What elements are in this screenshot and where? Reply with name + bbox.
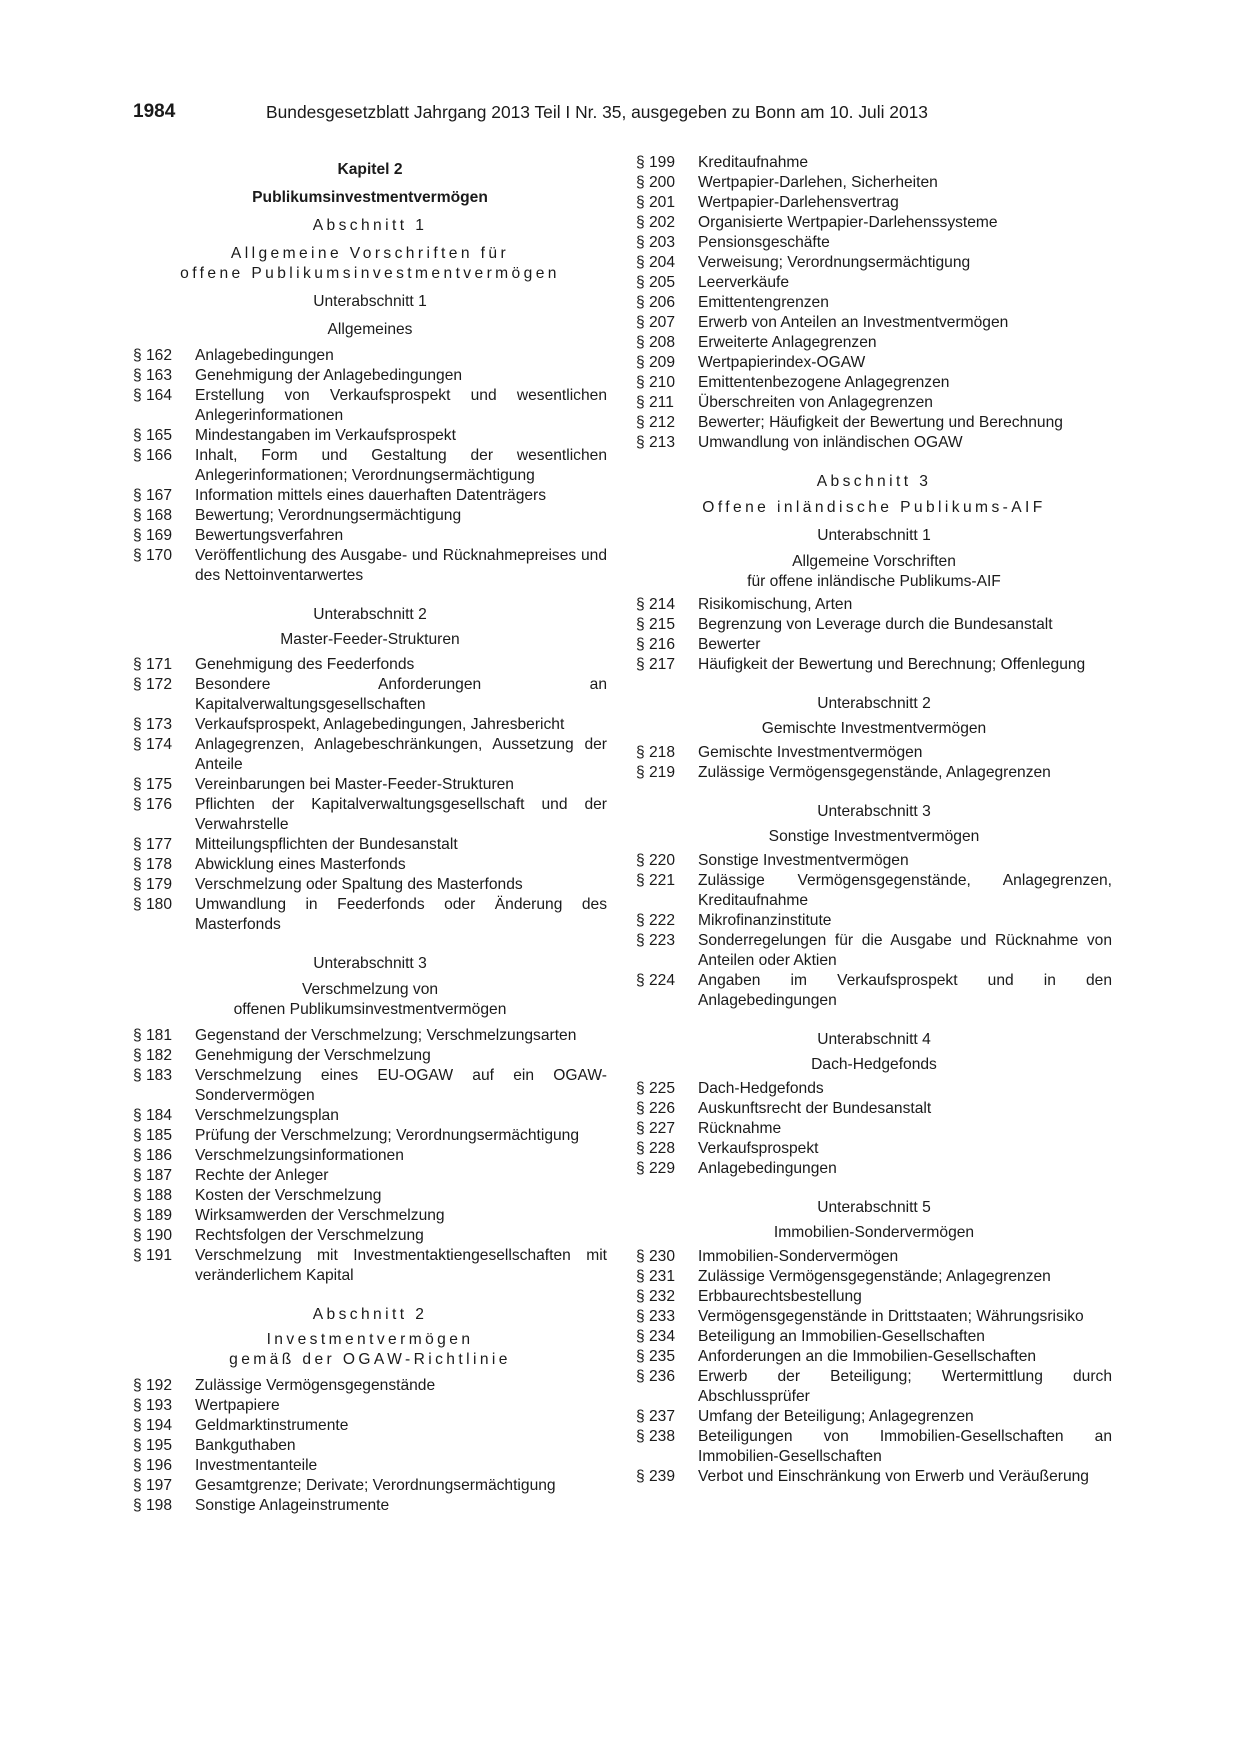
section-title-text: Verbot und Einschränkung von Erwerb und Veräußerung	[698, 1468, 1089, 1485]
toc-entry	[133, 1046, 607, 1066]
toc-entry	[133, 1396, 607, 1416]
chapter-number: Kapitel 2	[337, 161, 403, 178]
toc-entry	[636, 931, 1112, 971]
section-number: § 165	[133, 427, 173, 444]
section-title-text: Bewertung; Verordnungsermächtigung	[195, 507, 462, 524]
section-number: § 189	[133, 1207, 173, 1224]
section-title-text: Kreditaufnahme	[698, 154, 809, 171]
section-title-text: Erweiterte Anlagegrenzen	[698, 334, 877, 351]
section-number: § 200	[636, 174, 676, 191]
toc-list	[636, 1079, 1112, 1179]
toc-entry	[636, 273, 1112, 293]
subsection-heading: Unterabschnitt 3	[817, 803, 931, 820]
section-number: § 199	[636, 154, 676, 171]
toc-entry	[133, 895, 607, 935]
section-title-text: Begrenzung von Leverage durch die Bundesanstalt	[698, 616, 1053, 633]
section-title-text: Rechte der Anleger	[195, 1167, 329, 1184]
toc-entry	[636, 1287, 1112, 1307]
section-title-text: Beteiligungen von Immobilien-Gesellschaften an Immobilien-Gesellschaften	[698, 1428, 1112, 1465]
toc-entry	[636, 851, 1112, 871]
toc-entry	[636, 173, 1112, 193]
section-title: Investmentvermögen	[266, 1331, 474, 1348]
section-number: § 195	[133, 1437, 173, 1454]
section-title-text: Information mittels eines dauerhaften Datenträgers	[195, 487, 547, 504]
toc-entry	[636, 1247, 1112, 1267]
toc-entry	[133, 1186, 607, 1206]
toc-list	[133, 346, 607, 586]
section-number: § 208	[636, 334, 676, 351]
section-title-text: Mitteilungspflichten der Bundesanstalt	[195, 836, 458, 853]
section-title-text: Immobilien-Sondervermögen	[698, 1248, 899, 1265]
section-title-text: Rechtsfolgen der Verschmelzung	[195, 1227, 424, 1244]
section-number: § 166	[133, 447, 173, 464]
section-number: § 231	[636, 1268, 676, 1285]
toc-entry	[636, 871, 1112, 911]
section-number: § 180	[133, 896, 173, 913]
toc-entry	[133, 1066, 607, 1106]
section-title-text: Anlagegrenzen, Anlagebeschränkungen, Aussetzung der Anteile	[195, 736, 607, 773]
section-title-text: Verkaufsprospekt, Anlagebedingungen, Jahresbericht	[195, 716, 565, 733]
section-title-text: Verschmelzungsplan	[195, 1107, 339, 1124]
toc-entry	[133, 1416, 607, 1436]
subsection-title: Gemischte Investmentvermögen	[761, 720, 987, 737]
toc-entry	[636, 1407, 1112, 1427]
section-title: Allgemeine Vorschriften für	[230, 245, 510, 262]
toc-entry	[133, 875, 607, 895]
toc-entry	[133, 855, 607, 875]
section-number: § 175	[133, 776, 173, 793]
section-number: § 212	[636, 414, 676, 431]
toc-entry	[133, 506, 607, 526]
section-number: § 236	[636, 1368, 676, 1385]
toc-entry	[133, 795, 607, 835]
section-number: § 228	[636, 1140, 676, 1157]
section-number: § 203	[636, 234, 676, 251]
toc-entry	[636, 655, 1112, 675]
section-title-text: Erbbaurechtsbestellung	[698, 1288, 862, 1305]
toc-entry	[133, 775, 607, 795]
section-number: § 170	[133, 547, 173, 564]
subsection-heading: Unterabschnitt 3	[313, 955, 427, 972]
toc-entry	[636, 1467, 1112, 1487]
section-heading: Abschnitt 3	[816, 473, 932, 490]
section-title-text: Sonstige Anlageinstrumente	[195, 1497, 390, 1514]
section-number: § 211	[636, 394, 674, 411]
section-title-text: Zulässige Vermögensgegenstände	[195, 1377, 436, 1394]
subsection-title: Sonstige Investmentvermögen	[768, 828, 980, 845]
section-title-text: Genehmigung der Verschmelzung	[195, 1047, 431, 1064]
section-title-text: Bewerter	[698, 636, 761, 653]
toc-list	[636, 743, 1112, 783]
toc-entry	[636, 1139, 1112, 1159]
toc-entry	[636, 635, 1112, 655]
section-number: § 207	[636, 314, 676, 331]
section-number: § 188	[133, 1187, 173, 1204]
subsection-heading: Unterabschnitt 1	[817, 527, 931, 544]
toc-list	[133, 655, 607, 935]
section-number: § 238	[636, 1428, 676, 1445]
section-number: § 179	[133, 876, 173, 893]
section-title-text: Pensionsgeschäfte	[698, 234, 830, 251]
toc-entry	[636, 971, 1112, 1011]
toc-entry	[133, 446, 607, 486]
section-number: § 216	[636, 636, 676, 653]
toc-entry	[133, 735, 607, 775]
section-number: § 197	[133, 1477, 173, 1494]
section-number: § 219	[636, 764, 676, 781]
section-number: § 209	[636, 354, 676, 371]
toc-entry	[636, 233, 1112, 253]
section-title-text: Umwandlung von inländischen OGAW	[698, 434, 963, 451]
section-number: § 226	[636, 1100, 676, 1117]
section-number: § 162	[133, 347, 173, 364]
toc-entry	[133, 715, 607, 735]
section-title-text: Vereinbarungen bei Master-Feeder-Strukturen	[195, 776, 514, 793]
section-title-text: Zulässige Vermögensgegenstände, Anlagegrenzen	[698, 764, 1051, 781]
section-title-text: Erwerb der Beteiligung; Wertermittlung durch Abschlussprüfer	[698, 1368, 1112, 1405]
section-number: § 227	[636, 1120, 676, 1137]
toc-list	[636, 595, 1112, 675]
toc-entry	[636, 253, 1112, 273]
section-title-text: Mikrofinanzinstitute	[698, 912, 832, 929]
toc-list	[133, 1376, 607, 1516]
page-header	[133, 101, 1113, 127]
toc-entry	[636, 373, 1112, 393]
chapter-title: Publikumsinvestmentvermögen	[252, 189, 488, 206]
section-title-text: Verkaufsprospekt	[698, 1140, 819, 1157]
section-number: § 183	[133, 1067, 173, 1084]
section-number: § 167	[133, 487, 173, 504]
section-title-text: Umfang der Beteiligung; Anlagegrenzen	[698, 1408, 974, 1425]
section-title-text: Vermögensgegenstände in Drittstaaten; Währungsrisiko	[698, 1308, 1084, 1325]
section-number: § 191	[133, 1247, 173, 1264]
toc-entry	[636, 293, 1112, 313]
section-number: § 217	[636, 656, 676, 673]
subsection-title: Allgemeine Vorschriften	[792, 553, 956, 570]
section-number: § 229	[636, 1160, 676, 1177]
section-number: § 184	[133, 1107, 173, 1124]
toc-entry	[636, 763, 1112, 783]
subsection-title: Allgemeines	[327, 321, 413, 338]
section-title-text: Beteiligung an Immobilien-Gesellschaften	[698, 1328, 985, 1345]
section-number: § 202	[636, 214, 676, 231]
section-number: § 213	[636, 434, 676, 451]
left-column	[133, 152, 607, 1516]
toc-entry	[133, 366, 607, 386]
section-title-text: Sonderregelungen für die Ausgabe und Rücknahme von Anteilen oder Aktien	[698, 932, 1112, 969]
subsection-title: Dach-Hedgefonds	[811, 1056, 937, 1073]
section-number: § 172	[133, 676, 173, 693]
subsection-title: für offene inländische Publikums-AIF	[747, 573, 1001, 590]
section-number: § 181	[133, 1027, 173, 1044]
section-title-text: Organisierte Wertpapier-Darlehenssysteme	[698, 214, 998, 231]
section-number: § 204	[636, 254, 676, 271]
section-title-text: Rücknahme	[698, 1120, 782, 1137]
section-title: gemäß der OGAW-Richtlinie	[229, 1351, 511, 1368]
section-title-text: Abwicklung eines Masterfonds	[195, 856, 406, 873]
section-title-text: Risikomischung, Arten	[698, 596, 853, 613]
toc-entry	[636, 1427, 1112, 1467]
section-title-text: Anlagebedingungen	[698, 1160, 837, 1177]
toc-entry	[636, 1307, 1112, 1327]
toc-entry	[636, 193, 1112, 213]
subsection-heading: Unterabschnitt 4	[817, 1031, 931, 1048]
toc-entry	[133, 1126, 607, 1146]
section-number: § 214	[636, 596, 676, 613]
toc-entry	[636, 153, 1112, 173]
subsection-title: Immobilien-Sondervermögen	[773, 1224, 975, 1241]
section-number: § 223	[636, 932, 676, 949]
section-number: § 234	[636, 1328, 676, 1345]
toc-entry	[636, 1367, 1112, 1407]
section-number: § 237	[636, 1408, 676, 1425]
toc-entry	[133, 1026, 607, 1046]
section-title-text: Investmentanteile	[195, 1457, 318, 1474]
toc-entry	[133, 1496, 607, 1516]
toc-entry	[133, 386, 607, 426]
subsection-title: Master-Feeder-Strukturen	[280, 631, 460, 648]
section-title-text: Häufigkeit der Bewertung und Berechnung; Offenlegung	[698, 656, 1086, 673]
toc-entry	[133, 346, 607, 366]
section-heading: Abschnitt 2	[312, 1306, 428, 1323]
section-title-text: Sonstige Investmentvermögen	[698, 852, 909, 869]
subsection-title: Verschmelzung von	[301, 981, 439, 998]
section-title-text: Erwerb von Anteilen an Investmentvermögen	[698, 314, 1009, 331]
section-title-text: Wertpapiere	[195, 1397, 280, 1414]
section-title-text: Wertpapier-Darlehen, Sicherheiten	[698, 174, 938, 191]
toc-list	[636, 1247, 1112, 1487]
toc-entry	[133, 1436, 607, 1456]
section-title-text: Pflichten der Kapitalverwaltungsgesellschaft und der Verwahrstelle	[195, 796, 607, 833]
running-title: Bundesgesetzblatt Jahrgang 2013 Teil I Nr. 35, ausgegeben zu Bonn am 10. Juli 2013	[266, 102, 928, 122]
section-title-text: Verweisung; Verordnungsermächtigung	[698, 254, 971, 271]
section-number: § 174	[133, 736, 173, 753]
section-title-text: Bankguthaben	[195, 1437, 296, 1454]
toc-entry	[636, 911, 1112, 931]
section-title-text: Gesamtgrenze; Derivate; Verordnungsermächtigung	[195, 1477, 556, 1494]
toc-list	[636, 153, 1112, 453]
toc-entry	[636, 743, 1112, 763]
section-number: § 232	[636, 1288, 676, 1305]
toc-entry	[636, 1119, 1112, 1139]
section-number: § 206	[636, 294, 676, 311]
section-number: § 182	[133, 1047, 173, 1064]
section-number: § 198	[133, 1497, 173, 1514]
section-title-text: Wertpapier-Darlehensvertrag	[698, 194, 899, 211]
toc-list	[636, 851, 1112, 1011]
section-title-text: Mindestangaben im Verkaufsprospekt	[195, 427, 456, 444]
section-number: § 190	[133, 1227, 173, 1244]
section-number: § 233	[636, 1308, 676, 1325]
section-title-text: Wertpapierindex-OGAW	[698, 354, 866, 371]
section-number: § 176	[133, 796, 173, 813]
section-number: § 187	[133, 1167, 173, 1184]
section-number: § 230	[636, 1248, 676, 1265]
section-number: § 221	[636, 872, 676, 889]
section-number: § 178	[133, 856, 173, 873]
toc-entry	[636, 433, 1112, 453]
section-title-text: Zulässige Vermögensgegenstände, Anlagegrenzen, Kreditaufnahme	[698, 872, 1112, 909]
section-title-text: Inhalt, Form und Gestaltung der wesentlichen Anlegerinformationen; Verordnungsermächtigung	[195, 447, 607, 484]
section-title: Offene inländische Publikums-AIF	[702, 499, 1046, 516]
section-number: § 205	[636, 274, 676, 291]
section-number: § 177	[133, 836, 173, 853]
toc-entry	[636, 213, 1112, 233]
toc-entry	[133, 526, 607, 546]
section-number: § 164	[133, 387, 173, 404]
subsection-heading: Unterabschnitt 2	[313, 606, 427, 623]
section-title-text: Anforderungen an die Immobilien-Gesellschaften	[698, 1348, 1037, 1365]
toc-entry	[636, 333, 1112, 353]
section-number: § 210	[636, 374, 676, 391]
toc-entry	[133, 1166, 607, 1186]
section-number: § 239	[636, 1468, 676, 1485]
subsection-title: offenen Publikumsinvestmentvermögen	[233, 1001, 507, 1018]
section-title-text: Überschreiten von Anlagegrenzen	[698, 394, 933, 411]
section-title-text: Verschmelzung mit Investmentaktiengesellschaften mit veränderlichem Kapital	[195, 1247, 607, 1284]
toc-entry	[133, 486, 607, 506]
section-number: § 193	[133, 1397, 173, 1414]
section-title-text: Zulässige Vermögensgegenstände; Anlagegrenzen	[698, 1268, 1051, 1285]
toc-entry	[636, 595, 1112, 615]
section-title-text: Auskunftsrecht der Bundesanstalt	[698, 1100, 932, 1117]
section-title-text: Verschmelzung eines EU-OGAW auf ein OGAW-Sondervermögen	[195, 1067, 607, 1104]
section-title-text: Geldmarktinstrumente	[195, 1417, 349, 1434]
toc-entry	[636, 353, 1112, 373]
section-title-text: Gegenstand der Verschmelzung; Verschmelzungsarten	[195, 1027, 577, 1044]
section-title-text: Genehmigung der Anlagebedingungen	[195, 367, 463, 384]
toc-list	[133, 1026, 607, 1286]
toc-entry	[133, 1146, 607, 1166]
toc-entry	[133, 655, 607, 675]
toc-entry	[133, 1456, 607, 1476]
toc-entry	[636, 413, 1112, 433]
section-number: § 163	[133, 367, 173, 384]
section-number: § 220	[636, 852, 676, 869]
section-title-text: Besondere Anforderungen an Kapitalverwaltungsgesellschaften	[195, 676, 607, 713]
section-title-text: Prüfung der Verschmelzung; Verordnungsermächtigung	[195, 1127, 580, 1144]
subsection-heading: Unterabschnitt 2	[817, 695, 931, 712]
section-title-text: Dach-Hedgefonds	[698, 1080, 824, 1097]
section-number: § 225	[636, 1080, 676, 1097]
section-title-text: Verschmelzung oder Spaltung des Masterfonds	[195, 876, 523, 893]
toc-entry	[133, 426, 607, 446]
section-title-text: Emittentenbezogene Anlagegrenzen	[698, 374, 950, 391]
section-title-text: Erstellung von Verkaufsprospekt und wesentlichen Anlegerinformationen	[195, 387, 607, 424]
section-number: § 222	[636, 912, 676, 929]
toc-entry	[636, 615, 1112, 635]
section-title-text: Gemischte Investmentvermögen	[698, 744, 923, 761]
section-number: § 173	[133, 716, 173, 733]
section-title: offene Publikumsinvestmentvermögen	[180, 265, 560, 282]
toc-entry	[636, 393, 1112, 413]
section-number: § 192	[133, 1377, 173, 1394]
section-heading: Abschnitt 1	[312, 217, 428, 234]
section-number: § 235	[636, 1348, 676, 1365]
section-title-text: Angaben im Verkaufsprospekt und in den Anlagebedingungen	[698, 972, 1112, 1009]
section-number: § 194	[133, 1417, 173, 1434]
page-number: 1984	[133, 101, 176, 122]
section-number: § 218	[636, 744, 676, 761]
section-number: § 168	[133, 507, 173, 524]
toc-entry	[133, 1376, 607, 1396]
toc-entry	[133, 835, 607, 855]
toc-entry	[133, 1206, 607, 1226]
section-number: § 215	[636, 616, 676, 633]
right-column	[636, 152, 1112, 1487]
toc-entry	[636, 313, 1112, 333]
section-title-text: Wirksamwerden der Verschmelzung	[195, 1207, 445, 1224]
section-title-text: Umwandlung in Feederfonds oder Änderung des Masterfonds	[195, 896, 607, 933]
toc-entry	[133, 675, 607, 715]
section-title-text: Emittentengrenzen	[698, 294, 829, 311]
subsection-heading: Unterabschnitt 1	[313, 293, 427, 310]
toc-entry	[133, 1246, 607, 1286]
section-number: § 171	[133, 656, 173, 673]
section-title-text: Veröffentlichung des Ausgabe- und Rücknahmepreises und des Nettoinventarwertes	[195, 547, 607, 584]
toc-entry	[636, 1159, 1112, 1179]
toc-entry	[636, 1267, 1112, 1287]
section-title-text: Kosten der Verschmelzung	[195, 1187, 382, 1204]
toc-entry	[133, 1226, 607, 1246]
toc-entry	[133, 546, 607, 586]
section-title-text: Leerverkäufe	[698, 274, 790, 291]
toc-entry	[636, 1347, 1112, 1367]
toc-entry	[636, 1099, 1112, 1119]
section-number: § 196	[133, 1457, 173, 1474]
toc-entry	[133, 1106, 607, 1126]
section-title-text: Bewerter; Häufigkeit der Bewertung und Berechnung	[698, 414, 1063, 431]
section-number: § 201	[636, 194, 676, 211]
section-number: § 185	[133, 1127, 173, 1144]
section-title-text: Verschmelzungsinformationen	[195, 1147, 404, 1164]
section-title-text: Bewertungsverfahren	[195, 527, 344, 544]
section-number: § 186	[133, 1147, 173, 1164]
section-title-text: Genehmigung des Feederfonds	[195, 656, 415, 673]
section-number: § 224	[636, 972, 676, 989]
toc-entry	[636, 1327, 1112, 1347]
toc-entry	[636, 1079, 1112, 1099]
section-title-text: Anlagebedingungen	[195, 347, 334, 364]
subsection-heading: Unterabschnitt 5	[817, 1199, 931, 1216]
section-number: § 169	[133, 527, 173, 544]
toc-entry	[133, 1476, 607, 1496]
